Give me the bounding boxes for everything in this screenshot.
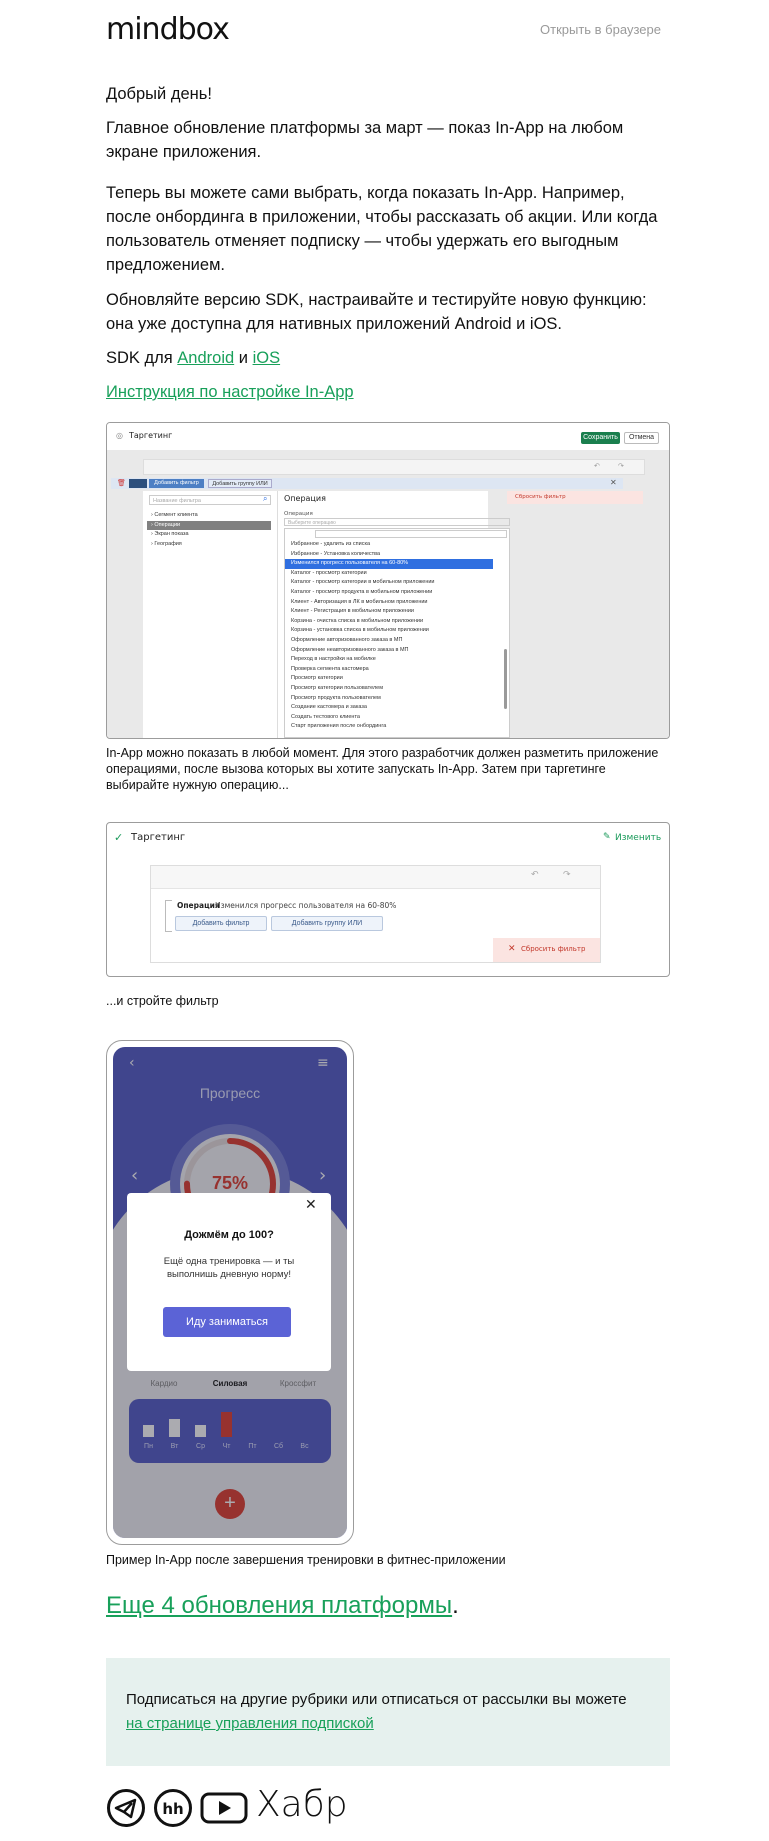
check-circle-icon: ◎ [116, 431, 123, 440]
back-chevron-icon[interactable]: ‹ [129, 1055, 135, 1071]
next-chevron-icon[interactable]: › [319, 1165, 327, 1186]
dropdown-scrollbar[interactable] [504, 649, 507, 709]
sdk-android-link[interactable]: Android [177, 349, 235, 367]
operation-option[interactable]: Проверка сегмента кастомера [291, 665, 369, 672]
undo-icon[interactable]: ↶ [531, 870, 539, 880]
operation-option[interactable]: Оформление неавторизованного заказа в МП [291, 646, 409, 653]
tree-item[interactable]: › Операции [147, 521, 271, 530]
shot1-add-group-button[interactable]: Добавить группу ИЛИ [208, 479, 272, 488]
filter-search-input[interactable]: Название фильтра [149, 495, 271, 505]
undo-icon[interactable]: ↶ [594, 462, 600, 470]
open-in-browser-link[interactable]: Открыть в браузере [540, 22, 661, 37]
phone-screen [113, 1047, 347, 1538]
operation-option[interactable]: Корзина - очистка списка в мобильном приложении [291, 617, 424, 624]
day-label: Чт [222, 1443, 231, 1450]
phone-mockup [106, 1040, 354, 1545]
group-bracket [165, 900, 172, 932]
modal-title: Дожмём до 100? [184, 1229, 274, 1241]
footer-text-block [126, 1688, 656, 1736]
tree-item[interactable]: › Сегмент клиента [151, 512, 198, 518]
telegram-icon[interactable] [106, 1788, 146, 1828]
more-updates [106, 1592, 670, 1620]
shot1-save-button[interactable]: Сохранить [581, 432, 620, 444]
redo-icon[interactable]: ↷ [563, 870, 571, 880]
targeting-filter-screenshot [106, 822, 670, 977]
day-label: Пт [248, 1443, 257, 1450]
svg-text:hh: hh [162, 1800, 184, 1818]
operation-option[interactable]: Клиент - Авторизация в ЛК в мобильном приложении [291, 598, 428, 605]
day-label: Пн [144, 1443, 153, 1450]
para1-block [106, 181, 670, 277]
shot1-tree-panel [143, 491, 277, 738]
day-label: Сб [273, 1443, 284, 1450]
operation-option[interactable]: Оформление авторизованного заказа в МП [291, 637, 403, 643]
menu-icon[interactable]: ≡ [317, 1055, 329, 1071]
progress-screen-title: Прогресс [199, 1085, 261, 1101]
modal-text: Ещё одна тренировка — и ты выполнишь дневную норму! [163, 1256, 295, 1280]
operation-option[interactable]: Каталог - просмотр категории в мобильном приложении [291, 579, 435, 586]
caption-2: ...и стройте фильтр [106, 994, 219, 1008]
check-circle-icon: ✓ [114, 831, 124, 844]
paragraph-2: Обновляйте версию SDK, настраивайте и тестируйте новую функцию: она уже доступна для нативных приложений Android и iOS. [106, 291, 647, 333]
youtube-icon[interactable] [200, 1788, 248, 1828]
operation-panel [277, 491, 488, 738]
operation-option[interactable]: Просмотр категории пользователем [291, 685, 383, 691]
targeting-dropdown-screenshot [106, 422, 670, 739]
more-updates-link[interactable]: Еще 4 обновления платформы [106, 1592, 453, 1619]
more-updates-suffix: . [452, 1592, 459, 1619]
operation-option[interactable]: Просмотр категории [291, 675, 343, 682]
operation-option[interactable]: Избранное - удалить из списка [291, 541, 371, 547]
shot2-operation-value: Изменился прогресс пользователя на 60-80% [215, 901, 397, 910]
hh-icon[interactable] [153, 1788, 193, 1828]
shot1-cancel-button[interactable]: Отмена [624, 432, 659, 444]
day-label: Вт [170, 1443, 179, 1450]
caption-3: Пример In-App после завершения тренировки в фитнес-приложении [106, 1553, 506, 1567]
operation-dropdown [284, 528, 510, 738]
operation-panel-title: Операция [284, 494, 326, 503]
close-icon[interactable]: ✕ [610, 478, 617, 487]
sdk-and: и [234, 349, 253, 367]
caption-1: In-App можно показать в любой момент. Для этого разработчик должен разметить приложение операциями, после вызова которых вы хотите запускать In-App. Затем при таргетинге выбирайте нужную операцию... [106, 746, 659, 792]
shot1-title: Таргетинг [129, 431, 173, 440]
sdk-prefix: SDK для [106, 349, 178, 367]
shot2-reset-filter-button[interactable]: Сбросить фильтр [521, 945, 586, 953]
operation-option[interactable]: Переход в настройки на мобилке [291, 656, 376, 663]
headline-block [106, 116, 670, 164]
shot2-add-group-button[interactable]: Добавить группу ИЛИ [271, 916, 383, 931]
paragraph-1: Теперь вы можете сами выбрать, когда показать In-App. Например, после онбординга в приложении, чтобы рассказать об акции. Или когда пользователь отменяет подписку — чтобы удержать его выгодным предложением. [106, 184, 658, 274]
shot2-operation-label: Операция [177, 901, 220, 910]
operation-option[interactable]: Просмотр продукта пользователем [291, 694, 381, 701]
shot2-title: Таргетинг [131, 832, 186, 843]
workout-tab[interactable]: Кардио [150, 1379, 178, 1388]
progress-percent: 75% [211, 1173, 249, 1193]
operation-option[interactable]: Избранное - Установка количества [291, 550, 381, 557]
headline: Главное обновление платформы за март — показ In-App на любом экране приложения. [106, 119, 624, 161]
operation-option[interactable]: Старт приложения после онбординга [291, 723, 387, 730]
modal-close-icon[interactable]: ✕ [305, 1197, 317, 1213]
para2-block [106, 288, 670, 336]
sdk-ios-link[interactable]: iOS [252, 349, 281, 367]
greeting: Добрый день! [106, 85, 212, 103]
prev-chevron-icon[interactable]: ‹ [131, 1165, 139, 1186]
pencil-icon[interactable]: ✎ [603, 832, 611, 842]
operation-select[interactable]: Выберите операцию [284, 518, 510, 526]
operation-option[interactable]: Корзина - установка списка в мобильном приложении [291, 627, 429, 634]
workout-tab[interactable]: Силовая [212, 1379, 248, 1388]
add-fab-button[interactable]: + [215, 1489, 245, 1519]
workout-tab[interactable]: Кроссфит [279, 1379, 317, 1388]
footer-text: Подписаться на другие рубрики или отписаться от рассылки вы можете [126, 1691, 627, 1708]
mindbox-logo[interactable]: mindbox [106, 12, 229, 47]
tree-item[interactable]: › География [151, 540, 182, 547]
shot2-filter-box [150, 865, 601, 963]
instruction-block [106, 380, 670, 404]
reset-x-icon: ✕ [508, 944, 516, 954]
tree-item[interactable]: › Экран показа [151, 531, 189, 537]
trash-icon[interactable]: 🗑 [117, 479, 126, 487]
inapp-modal [127, 1193, 331, 1371]
shot2-reset-area [493, 938, 600, 962]
day-label: Ср [196, 1443, 205, 1450]
shot1-add-filter-button[interactable]: Добавить фильтр [149, 479, 204, 488]
shot1-reset-filter-button[interactable]: Сбросить фильтр [515, 494, 566, 500]
operation-option[interactable]: Создать тестового клиента [291, 713, 360, 720]
shot2-add-filter-button[interactable]: Добавить фильтр [175, 916, 267, 931]
operation-option[interactable]: Изменился прогресс пользователя на 60-80% [285, 559, 493, 569]
operation-option[interactable]: Клиент - Регистрация в мобильном приложении [291, 608, 414, 615]
shot1-reset-area [507, 491, 643, 504]
and-badge [129, 479, 147, 488]
operation-field-label: Операция [284, 511, 313, 517]
dropdown-search-input[interactable] [315, 530, 507, 538]
habr-link[interactable]: Хабр [256, 1784, 348, 1825]
close-row [607, 478, 623, 489]
redo-icon[interactable]: ↷ [618, 462, 624, 470]
operation-option[interactable]: Каталог - просмотр категории [291, 569, 367, 576]
sdk-line [106, 346, 670, 370]
subscription-footer [106, 1658, 670, 1766]
shot1-filter-row [111, 478, 607, 489]
shot2-toolbar [151, 866, 600, 889]
operation-option[interactable]: Создание кастомера и заказа [291, 704, 367, 711]
modal-cta-button[interactable]: Иду заниматься [163, 1307, 291, 1337]
search-icon: ⌕ [263, 494, 268, 503]
shot1-toolbar [143, 459, 645, 475]
instruction-link[interactable]: Инструкция по настройке In-App [106, 383, 354, 401]
operation-option[interactable]: Каталог - просмотр продукта в мобильном приложении [291, 589, 433, 595]
shot2-edit-link[interactable]: Изменить [615, 833, 662, 843]
intro-section [106, 82, 670, 106]
manage-subscription-link[interactable]: на странице управления подпиской [126, 1715, 374, 1732]
day-label: Вс [300, 1443, 309, 1450]
shot1-header [107, 423, 669, 451]
